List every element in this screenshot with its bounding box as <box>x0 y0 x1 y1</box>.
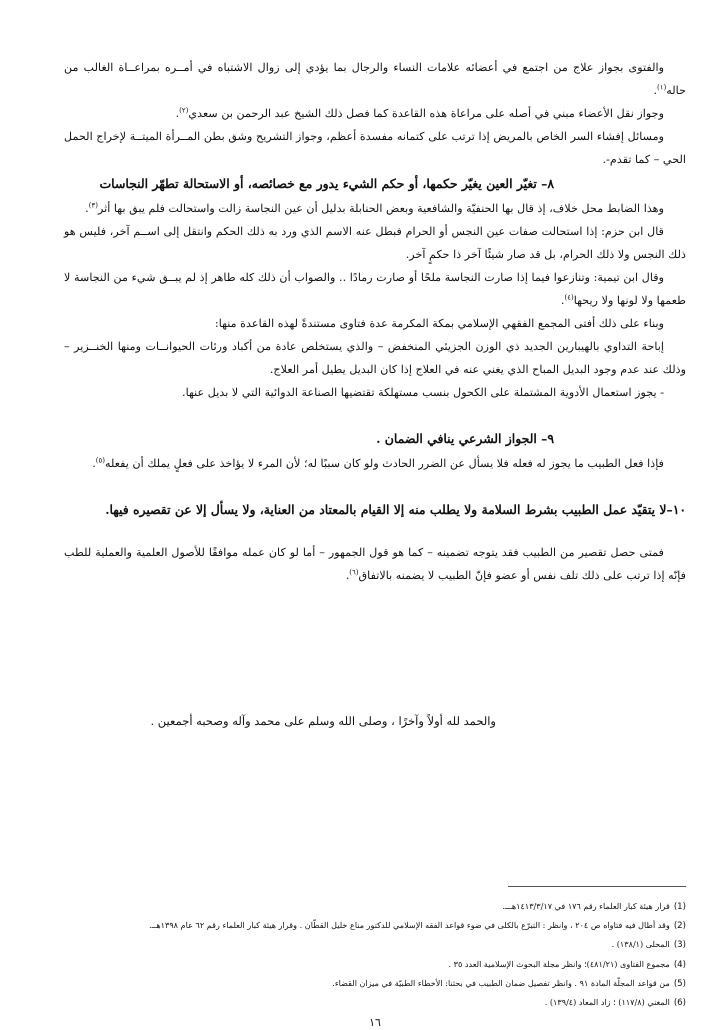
paragraph-text: وجواز نقل الأعضاء مبني في أصله على مراعاة هذه القاعدة كما فصل ذلك الشيخ عبد الرحمن بن سعدي <box>188 107 664 120</box>
footnote-number: (2) <box>673 921 686 932</box>
paragraph-tail: . <box>92 457 96 470</box>
paragraph-text: فمتى حصل تقصير من الطبيب فقد يتوجه تضمينه – كما هو قول الجمهور – أما لو كان عمله موافقًا للأصول العلمية والعملية للطب فإنّه إذا ترتب على ذلك تلف نفس أو عضو فإنّ الطبيب لا يضمنه بالاتفاق <box>64 546 686 582</box>
paragraph-text: وقال ابن تيمية: وتنازعوا فيما إذا صارت النجاسة ملحًا أو صارت رمادًا .. والصواب أن ذلك كله طاهر إذ لم يبــق شيء من النجاسة لا طعمها ولا لونها ولا ريحها <box>64 271 686 307</box>
section-heading <box>64 171 686 197</box>
paragraph <box>64 197 686 220</box>
paragraph-tail: . <box>345 569 350 582</box>
footnote-ref: (٣) <box>88 201 98 210</box>
footnote <box>64 974 686 993</box>
footnote-text: وقد أطال فيه فتاواه ص ٢٠٤ ، وانظر : التبرّع بالكلى في ضوء قواعد الفقه الإسلامي للدكتور مناع خليل القطّان . وقرار هيئة كبار العلماء رقم ٦٢ عام ١٣٩٨هــ. <box>149 920 670 931</box>
footnote <box>64 955 686 974</box>
paragraph-text: والفتوى بجواز علاج من اجتمع في أعضائه علامات النساء والرجال بما يؤدي إلى زوال الاشتباه في أمــره بمراعــاة الغالب من حاله <box>64 61 686 97</box>
paragraph-tail: . <box>560 294 565 307</box>
paragraph-text: ٨– تغيّر العين يغيّر حكمها، أو حكم الشيء يدور مع خصائصه، أو الاستحالة تطهّر النجاسات <box>99 176 554 191</box>
footnote-text: مجموع الفتاوى (٤٨١/٢١)؛ وانظر مجلة البحوث الإسلامية العدد ٣٥ . <box>448 958 670 969</box>
footnote-list <box>64 897 686 1012</box>
paragraph <box>64 102 686 125</box>
document-page <box>64 56 686 1030</box>
paragraph-text: وهذا الضابط محل خلاف، إذ قال بها الحنفيّة والشافعية وبعض الحنابلة بدليل أن عين النجاسة زالت واستحالت فلم يبق بها أثر <box>97 202 664 215</box>
footnote-ref: (٦) <box>349 568 359 577</box>
footnote-text: قرار هيئة كبار العلماء رقم ١٧٦ في ١٤١٣/٣/١٧هـــ. <box>502 901 670 911</box>
footnote <box>64 897 686 916</box>
footnote-ref: (٤) <box>564 293 574 302</box>
footnotes <box>64 886 686 1012</box>
paragraph <box>64 220 686 266</box>
paragraph-text: إباحة التداوي بالهيبارين الجديد ذي الوزن الجزيئي المنخفض – والذي يستخلص عادة من أكباد ورئات الحيوانــات ومنها الخنــزير – وذلك عند عدم وجود البديل المباح الذي يغني عنه في العلاج إذا كان البديل يطيل أمر العلاج. <box>64 340 686 376</box>
footnote-number: (1) <box>673 902 686 912</box>
paragraph-text: ٩– الجواز الشرعي ينافي الضمان . <box>376 431 554 446</box>
footnote-text: من قواعد المجلّة المادة ٩١ . وانظر تفصيل ضمان الطبيب في بحثنا: الأخطاء الطبيّة في ميزان القضاء. <box>332 977 670 988</box>
paragraph-text: - يجوز استعمال الأدوية المشتملة على الكحول بنسب مستهلكة تقتضيها الصناعة الدوائية التي لا بديل عنها. <box>182 386 664 399</box>
page-number: ١٦ <box>369 1016 381 1029</box>
footnote-number: (5) <box>673 978 686 989</box>
section-heading <box>64 426 686 452</box>
paragraph-tail: . <box>653 84 658 97</box>
footnote-number: (6) <box>673 998 686 1009</box>
paragraph-tail: . <box>175 107 180 120</box>
paragraph <box>64 541 686 587</box>
paragraph <box>64 452 686 475</box>
paragraph <box>64 56 686 102</box>
paragraph <box>64 312 686 335</box>
footnote-ref: (٥) <box>95 456 106 465</box>
footnote-number: (4) <box>673 959 686 970</box>
paragraph-text: ١٠–لا يتقيّد عمل الطبيب بشرط السلامة ولا يطلب منه إلا القيام بالمعتاد من العناية، ولا يسأل إلا عن تقصيره فيها. <box>105 502 686 517</box>
section-heading <box>64 497 686 523</box>
footnote <box>64 935 686 954</box>
closing-prayer: والحمد لله أولاً وآخرًا ، وصلى الله وسلم على محمد وآله وصحبه أجمعين . <box>150 714 496 728</box>
paragraph-text: وبناء على ذلك أفتى المجمع الفقهي الإسلامي بمكة المكرمة عدة فتاوى مستندةً لهذه القاعدة منها: <box>214 317 664 330</box>
paragraph <box>64 125 686 171</box>
footnote <box>64 916 686 935</box>
footnote-ref: (٢) <box>179 106 189 115</box>
paragraph <box>64 381 686 404</box>
paragraph <box>64 266 686 312</box>
paragraph-text: ومسائل إفشاء السر الخاص بالمريض إذا ترتب على كتمانه مفسدة أعظم، وجواز التشريح وشق بطن المــرأة الميتــة لإخراج الحمل الحي – كما تقدم-. <box>64 130 686 166</box>
body-text <box>64 56 686 587</box>
footnote-number: (3) <box>673 940 686 951</box>
paragraph-tail: . <box>85 202 89 215</box>
paragraph-text: فإذا فعل الطبيب ما يجوز له فعله فلا يسأل عن الضرر الحادث ولو كان سببًا له؛ لأن المرء لا يؤاخذ على فعلٍ يملك أن يفعله <box>105 457 664 470</box>
paragraph <box>64 335 686 381</box>
paragraph-text: قال ابن حزم: إذا استحالت صفات عين النجس أو الحرام فبطل عنه الاسم الذي ورد به ذلك الحكم وانتقل إلى اســم آخر، فليس هو ذلك النجس ولا ذلك الحرام، بل قد صار شيئًا آخر ذا حكمٍ آخر. <box>64 225 686 261</box>
footnote-text: المحلى (١٣٨/١) . <box>611 939 670 950</box>
footnote-ref: (١) <box>657 83 667 92</box>
footnote-text: المغني (١١٧/٨) ؛ زاد المعاد (١٣٩/٤) . <box>544 997 670 1008</box>
footnote <box>64 993 686 1012</box>
footnote-separator <box>508 886 686 887</box>
